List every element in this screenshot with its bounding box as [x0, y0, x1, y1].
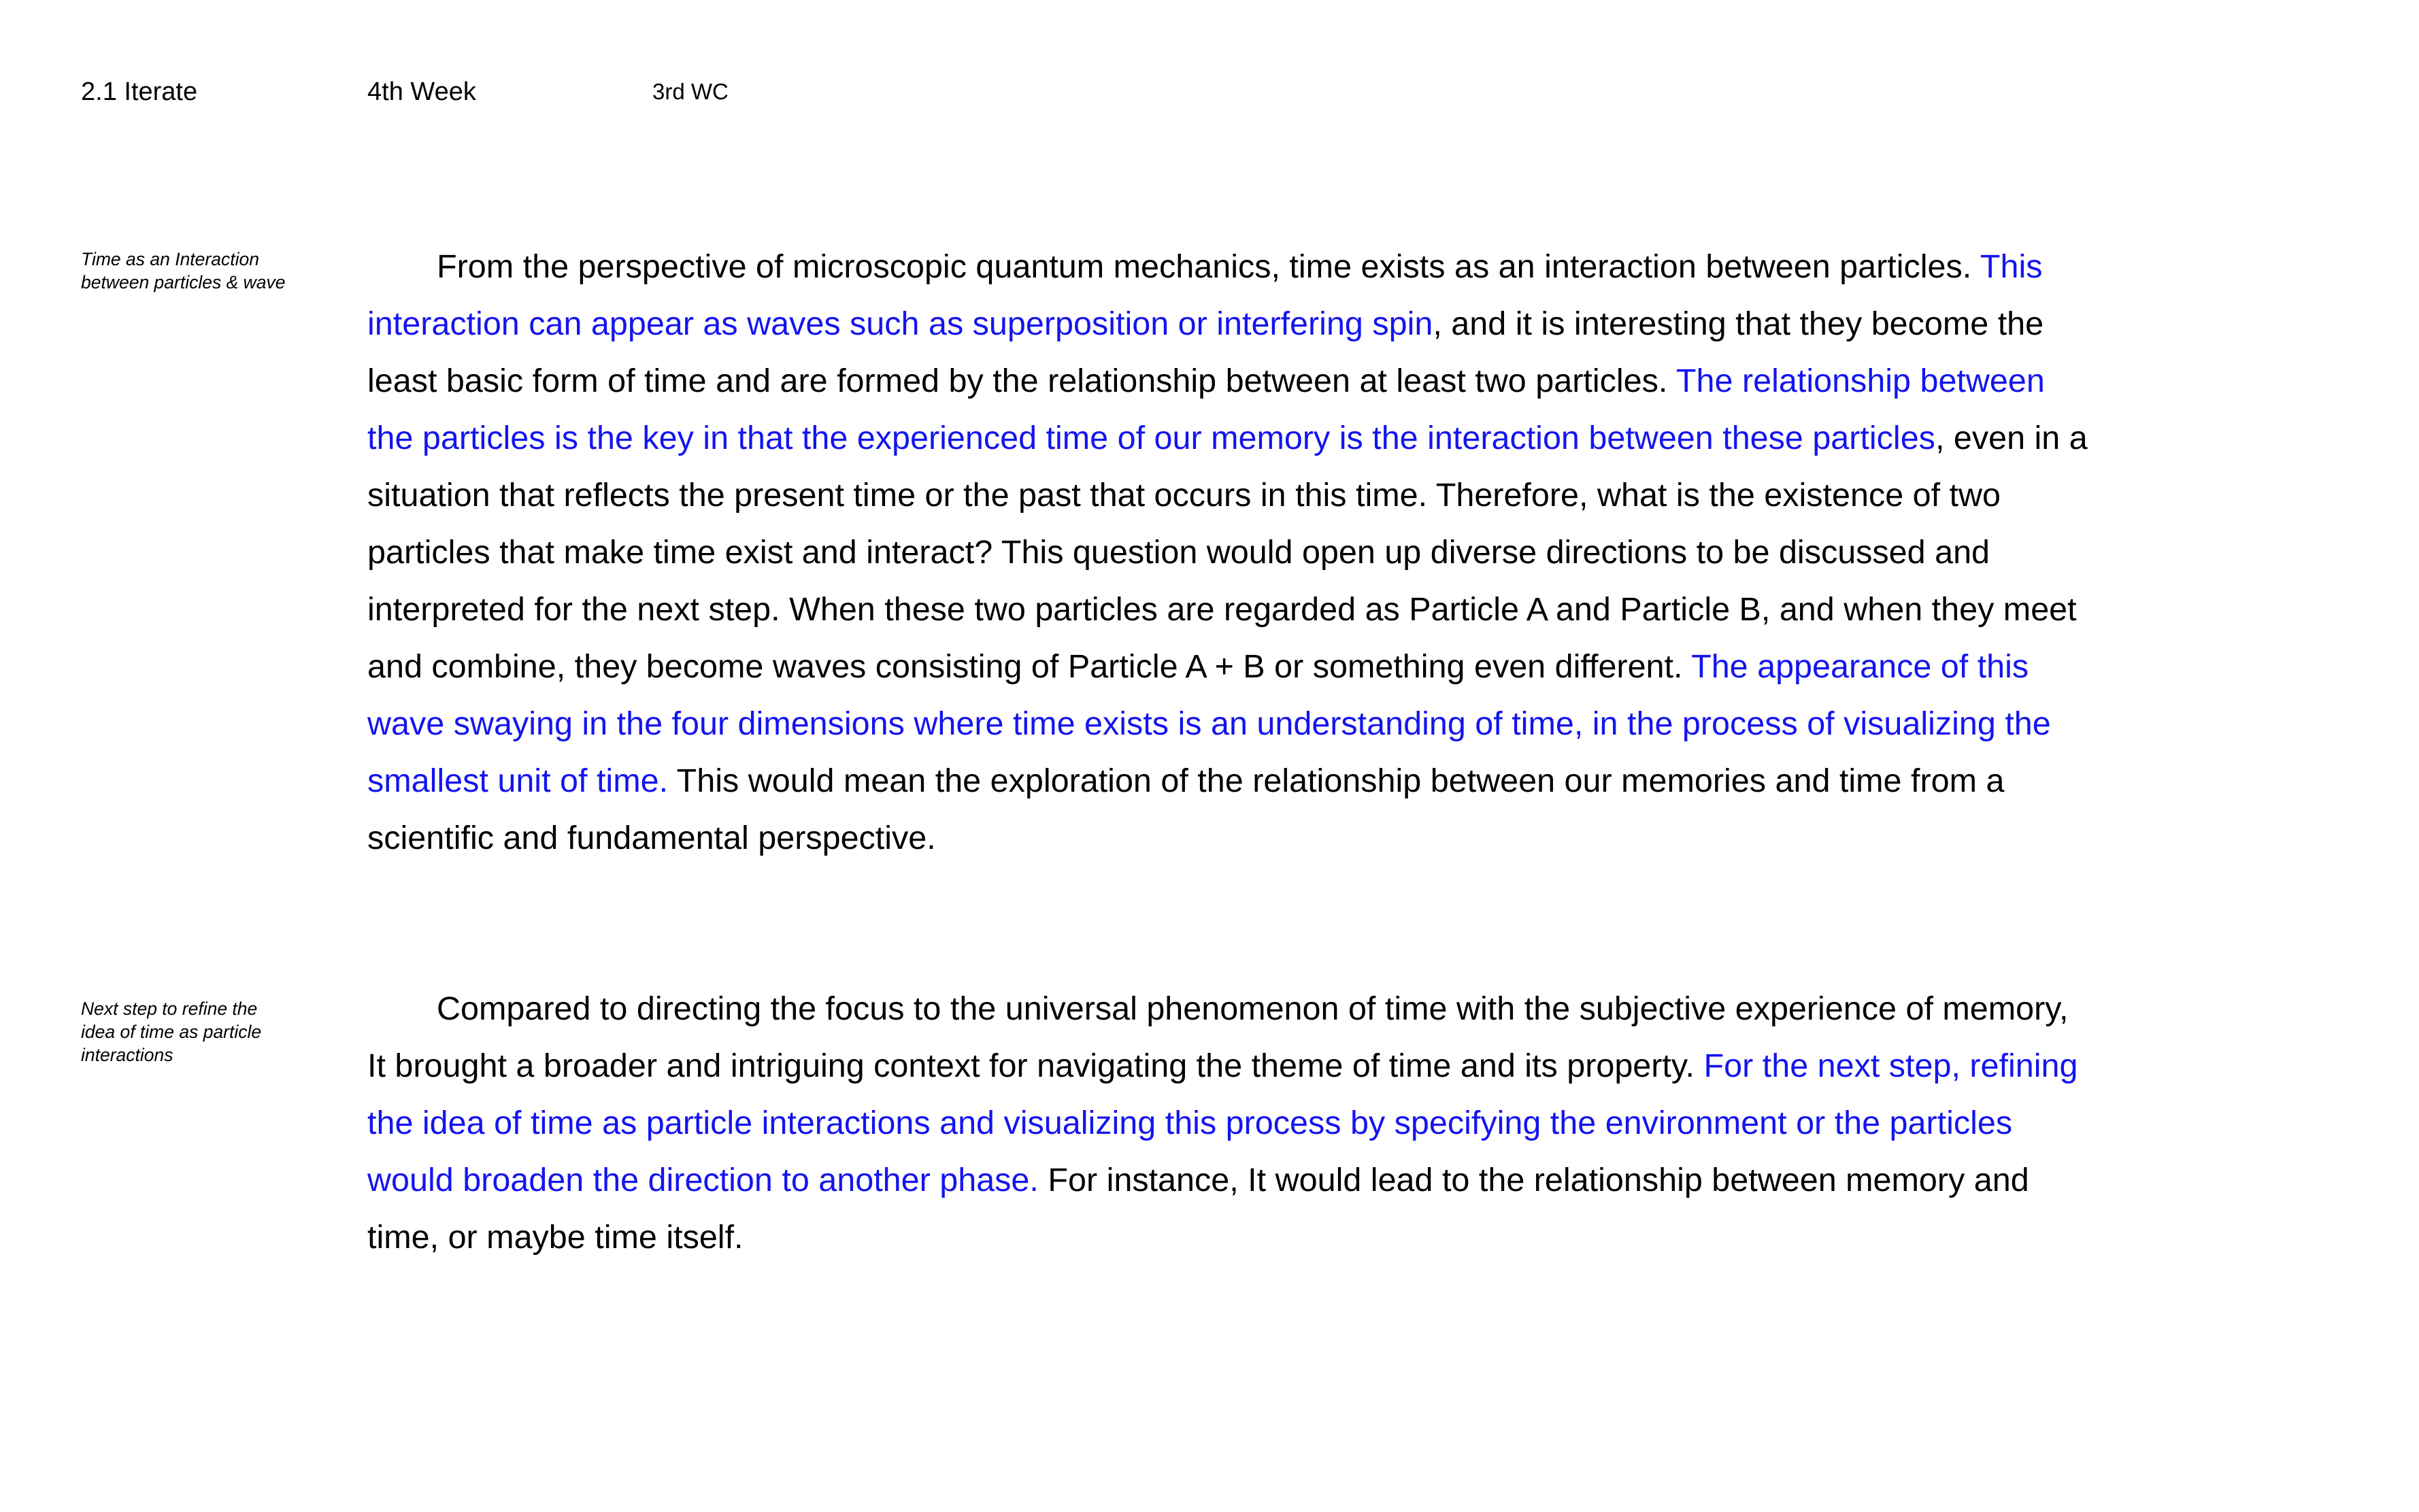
text-segment: Compared to directing the focus to the universal phenomenon of time with the subjective experience of memory, It brought a broader and intriguing context for navigating the theme of time and its property.	[367, 990, 2069, 1084]
side-note-next-step-line-2: idea of time as particle	[81, 1022, 262, 1042]
side-note-next-step-line-1: Next step to refine the	[81, 998, 258, 1019]
header-section-label: 2.1 Iterate	[81, 78, 198, 106]
side-note-interaction-line-1: Time as an Interaction	[81, 249, 259, 269]
text-segment: From the perspective of microscopic quantum mechanics, time exists as an interaction between particles.	[437, 248, 1980, 285]
header-wc-label: 3rd WC	[652, 79, 729, 104]
highlighted-text-segment: The relationship between the particles is the key in that the experienced time of our memory is the interaction between these particles	[367, 363, 2045, 456]
highlighted-text-segment: This interaction can appear as waves such as superposition or interfering spin	[367, 248, 2043, 342]
paragraph-interaction	[367, 238, 2095, 867]
header-week-label: 4th Week	[367, 78, 476, 106]
side-note-next-step-line-3: interactions	[81, 1045, 173, 1065]
text-segment: For instance, It would lead to the relationship between memory and time, or maybe time itself.	[367, 1162, 2029, 1256]
text-segment: This would mean the exploration of the relationship between our memories and time from a scientific and fundamental perspective.	[367, 762, 2005, 856]
text-segment: , and it is interesting that they become the least basic form of time and are formed by the relationship between at least two particles.	[367, 305, 2044, 399]
side-note-next-step	[81, 997, 312, 1066]
highlighted-text-segment: For the next step, refining the idea of time as particle interactions and visualizing this process by specifying the environment or the particles would broaden the direction to another phase.	[367, 1047, 2078, 1198]
paragraph-next-step	[367, 980, 2095, 1266]
side-note-interaction	[81, 248, 312, 294]
text-segment: , even in a situation that reflects the present time or the past that occurs in this time. Therefore, what is the existence of two particles that make time exist and interact? This question would open up diverse directions to be discussed and interpreted for the next step. When these two particles are regarded as Particle A and Particle B, and when they meet and combine, they become waves consisting of Particle A + B or something even different.	[367, 420, 2088, 685]
highlighted-text-segment: The appearance of this wave swaying in the four dimensions where time exists is an understanding of time, in the process of visualizing the smallest unit of time.	[367, 648, 2051, 799]
side-note-interaction-line-2: between particles & wave	[81, 272, 286, 292]
